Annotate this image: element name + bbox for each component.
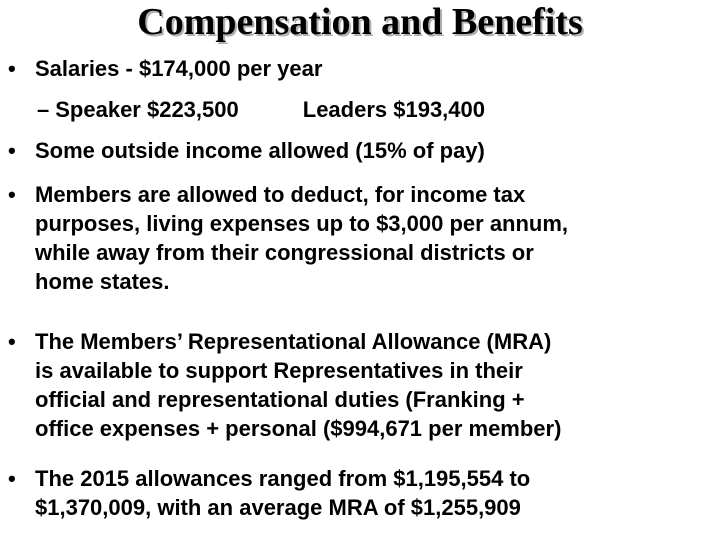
speaker-pay: Speaker $223,500 [55,97,239,122]
bullet-glyph: • [8,182,16,207]
slide-title: Compensation and Benefits [137,1,583,43]
leaders-pay: Leaders $193,400 [302,97,486,122]
mra-text: The Members’ Representational Allowance (MRA) is available to support Representatives in their official and representational duties (Franking + office expenses + personal ($994,671 per member) [35,329,562,441]
bullet-glyph: • [8,138,16,163]
allowances-2015-text: The 2015 allowances ranged from $1,195,554 to $1,370,009, with an average MRA of $1,255,909 [35,466,531,520]
bullet-glyph: • [8,329,16,354]
deduction-text: Members are allowed to deduct, for income tax purposes, living expenses up to $3,000 per annum, while away from their congressional districts or home states. [35,182,569,294]
bullet-glyph: • [8,466,16,491]
outside-income-text: Some outside income allowed (15% of pay) [35,138,485,163]
sub-bullet-dash: – [37,97,50,122]
salaries-text: Salaries - $174,000 per year [35,56,323,81]
bullet-glyph: • [8,56,16,81]
sub-bullet-pay [37,95,485,124]
